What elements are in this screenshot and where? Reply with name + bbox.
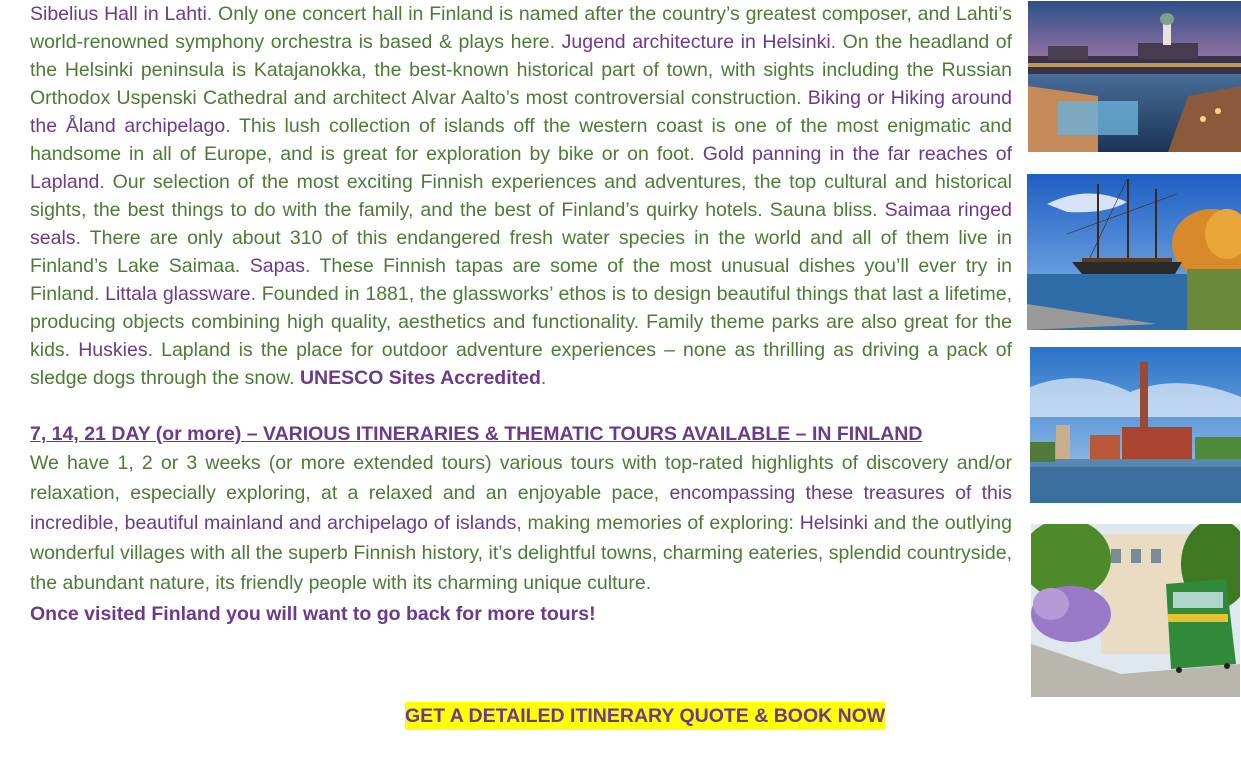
link-saimaa-seals[interactable]: Saimaa ringed seals xyxy=(30,199,1012,249)
tours-text-2: , making memories of exploring: xyxy=(516,512,800,534)
main-text-column xyxy=(30,0,1012,630)
closing-line: Once visited Finland you will want to go back for more tours! xyxy=(30,603,596,625)
tall-ship-photo xyxy=(1027,174,1241,330)
sibelius-text: . Only one concert hall in Finland is named after the country’s greatest composer, and Lahti’s world-renowned symphony orchestra is based & plays here. xyxy=(30,3,1012,53)
link-littala-glassware[interactable]: Littala glassware xyxy=(105,283,251,305)
littala-text: . Founded in 1881, the glassworks’ ethos is to design beautiful things that last a lifetime, producing objects combining high quality, aesthetics and functionality. Family theme parks are also great for the kids. xyxy=(30,283,1013,361)
quote-booking-link[interactable]: GET A DETAILED ITINERARY QUOTE & BOOK NOW xyxy=(405,702,885,730)
link-jugend-architecture[interactable]: Jugend architecture in Helsinki xyxy=(561,31,831,53)
link-sibelius-hall[interactable]: Sibelius Hall in Lahti xyxy=(30,3,207,25)
spacer xyxy=(30,392,1012,420)
helsinki-tram-photo xyxy=(1031,524,1240,697)
link-unesco-sites[interactable]: UNESCO Sites Accredited xyxy=(299,367,541,389)
tours-highlight-helsinki: Helsinki xyxy=(799,512,868,534)
link-aland-biking[interactable]: Biking or Hiking around the Åland archipelago xyxy=(30,87,1012,137)
riverside-town-photo xyxy=(1030,347,1241,503)
huskies-text: . Lapland is the place for outdoor adventure experiences – none as thrilling as driving a pack of sledge dogs through the snow. xyxy=(30,339,1012,389)
helsinki-harbour-photo xyxy=(1028,1,1241,152)
unesco-text: . xyxy=(540,367,547,389)
tours-paragraph xyxy=(30,448,1012,598)
link-sapas[interactable]: Sapas xyxy=(249,255,306,277)
tours-heading[interactable]: 7, 14, 21 DAY (or more) – VARIOUS ITINERARIES & THEMATIC TOURS AVAILABLE – IN FINLAND xyxy=(30,423,923,445)
sapas-text: . These Finnish tapas are some of the most unusual dishes you’ll ever try in Finland. xyxy=(30,255,1012,305)
attractions-paragraph xyxy=(30,0,1012,392)
gold-panning-text: . Our selection of the most exciting Finnish experiences and adventures, the top cultural and historical sights, the best things to do with the family, and the best of Finland’s quirky hotels. Sauna bliss. xyxy=(30,171,1012,221)
link-huskies[interactable]: Huskies xyxy=(78,339,148,361)
tours-highlight-treasures: encompassing these treasures of this incredible, beautiful mainland and archipelago of islands xyxy=(30,482,1012,534)
tours-text-3: and the outlying wonderful villages with all the superb Finnish history, it’s delightful towns, charming eateries, splendid countryside, the abundant nature, its friendly people with its charming unique culture. xyxy=(30,512,1012,594)
saimaa-text: . There are only about 310 of this endangered fresh water species in the world and all of them live in Finland’s Lake Saimaa. xyxy=(30,227,1012,277)
link-gold-panning[interactable]: Gold panning in the far reaches of Lapland xyxy=(30,143,1012,193)
aland-text: . This lush collection of islands off the western coast is one of the most enigmatic and handsome in all of Europe, and is great for exploration by bike or on foot. xyxy=(30,115,1012,165)
jugend-text: . On the headland of the Helsinki peninsula is Katajanokka, the best-known historical part of town, with sights including the Russian Orthodox Uspenski Cathedral and architect Alvar Aalto’s most controversial construction. xyxy=(30,31,1012,109)
tours-text-1: We have 1, 2 or 3 weeks (or more extended tours) various tours with top-rated highlights of discovery and/or relaxation, especially exploring, at a relaxed and an enjoyable pace, xyxy=(30,452,1012,504)
